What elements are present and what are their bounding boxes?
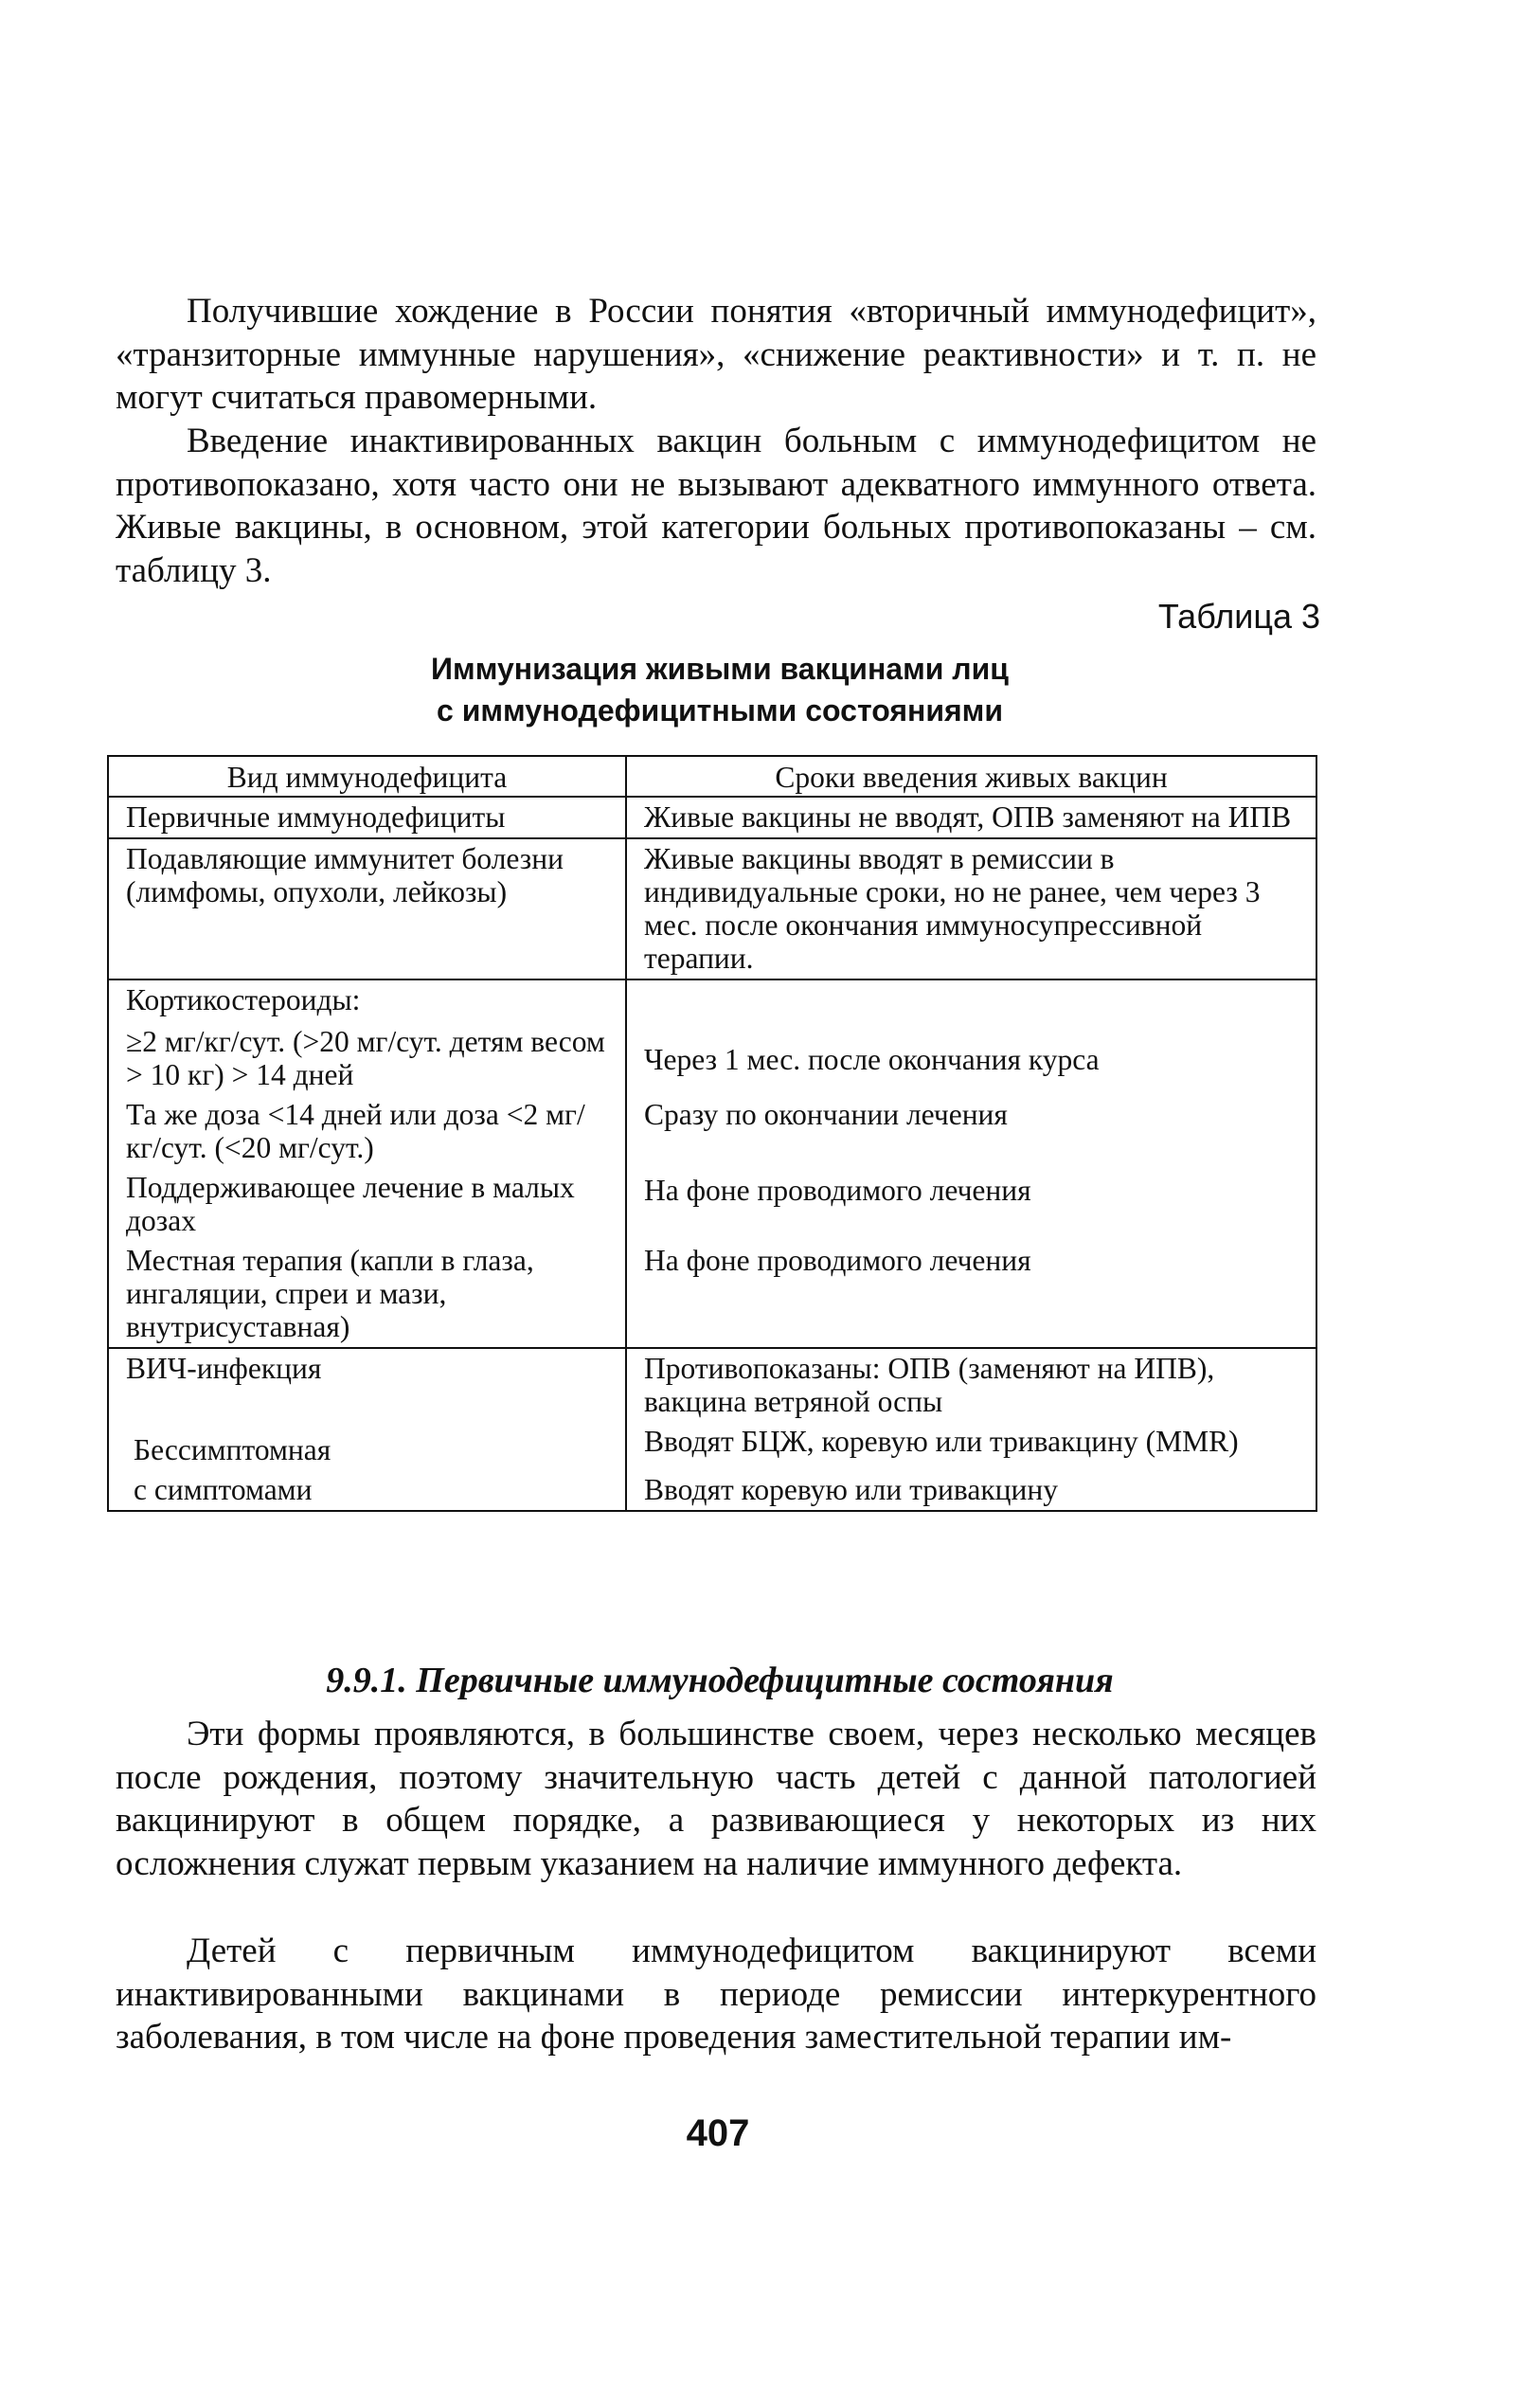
table-row <box>108 1022 1316 1095</box>
cell-timing <box>626 979 1316 1022</box>
cell-timing: На фоне проводимого лечения <box>626 1168 1316 1241</box>
cell-timing: Через 1 мес. после окончания курса <box>626 1022 1316 1095</box>
table-row <box>108 979 1316 1022</box>
table-title-line-1: Иммунизация живыми вакцинами лиц <box>431 652 1009 686</box>
cell-timing: Живые вакцины вводят в ремиссии в индивидуальные сроки, но не ранее, чем через 3 мес. после окончания иммуносупрессивной терапии. <box>626 838 1316 979</box>
table-row <box>108 1348 1316 1422</box>
cell-type: Та же доза <14 дней или доза <2 мг/кг/сут. (<20 мг/сут.) <box>108 1095 626 1168</box>
table-label: Таблица 3 <box>1157 597 1320 636</box>
header-immunodeficiency-type: Вид иммунодефицита <box>108 756 626 797</box>
vaccination-table <box>107 755 1317 1512</box>
paragraph-section-1: Эти формы проявляются, в большинстве своем, через несколько месяцев после рождения, поэтому значительную часть детей с данной патологией вакцинируют в общем порядке, а развивающиеся у некоторых из них осложнения служат первым указанием на наличие иммунного дефекта. <box>116 1715 1316 1883</box>
cell-type: ВИЧ-инфекция <box>108 1348 626 1422</box>
table-title-line-2: с иммунодефицитными состояниями <box>437 693 1003 728</box>
header-vaccine-timing: Сроки введения живых вакцин <box>626 756 1316 797</box>
page-number: 407 <box>686 2112 750 2154</box>
section-heading: 9.9.1. Первичные иммунодефицитные состояния <box>326 1661 1114 1700</box>
table-title <box>116 648 1324 731</box>
table-row <box>108 1422 1316 1470</box>
cell-type: с симптомами <box>108 1470 626 1511</box>
cell-type: Подавляющие иммунитет болезни (лимфомы, опухоли, лейкозы) <box>108 838 626 979</box>
table-header-row <box>108 756 1316 797</box>
cell-type: Местная терапия (капли в глаза, ингаляции, спреи и мази, внутрисуставная) <box>108 1241 626 1348</box>
cell-timing: Сразу по окончании лечения <box>626 1095 1316 1168</box>
cell-type: Бессимптомная <box>108 1422 626 1470</box>
cell-type: Первичные иммунодефициты <box>108 797 626 838</box>
cell-timing: На фоне проводимого лечения <box>626 1241 1316 1348</box>
cell-timing: Живые вакцины не вводят, ОПВ заменяют на ИПВ <box>626 797 1316 838</box>
paragraph-intro-1: Получившие хождение в России понятия «вторичный иммунодефицит», «транзиторные иммунные нарушения», «снижение реактивности» и т. п. не могут считаться правомерными. <box>116 292 1316 417</box>
cell-timing: Вводят коревую или тривакцину <box>626 1470 1316 1511</box>
paragraph-intro-2: Введение инактивированных вакцин больным с иммунодефицитом не противопоказано, хотя часто они не вызывают адекватного иммунного ответа. Живые вакцины, в основном, этой категории больных противопоказаны – см. таблицу 3. <box>116 422 1316 590</box>
cell-type: Поддерживающее лечение в малых дозах <box>108 1168 626 1241</box>
table-row <box>108 797 1316 838</box>
table-row <box>108 1095 1316 1168</box>
cell-timing: Вводят БЦЖ, коревую или тривакцину (MMR) <box>626 1422 1316 1470</box>
table-row <box>108 1241 1316 1348</box>
table-row <box>108 1470 1316 1511</box>
paragraph-section-2: Детей с первичным иммунодефицитом вакцинируют всеми инактивированными вакцинами в периоде ремиссии интеркурентного заболевания, в том числе на фоне проведения заместительной терапии им- <box>116 1932 1316 2057</box>
table-row <box>108 838 1316 979</box>
cell-type: ≥2 мг/кг/сут. (>20 мг/сут. детям весом > 10 кг) > 14 дней <box>108 1022 626 1095</box>
cell-type: Кортикостероиды: <box>108 979 626 1022</box>
cell-timing: Противопоказаны: ОПВ (заменяют на ИПВ), вакцина ветряной оспы <box>626 1348 1316 1422</box>
table-row <box>108 1168 1316 1241</box>
